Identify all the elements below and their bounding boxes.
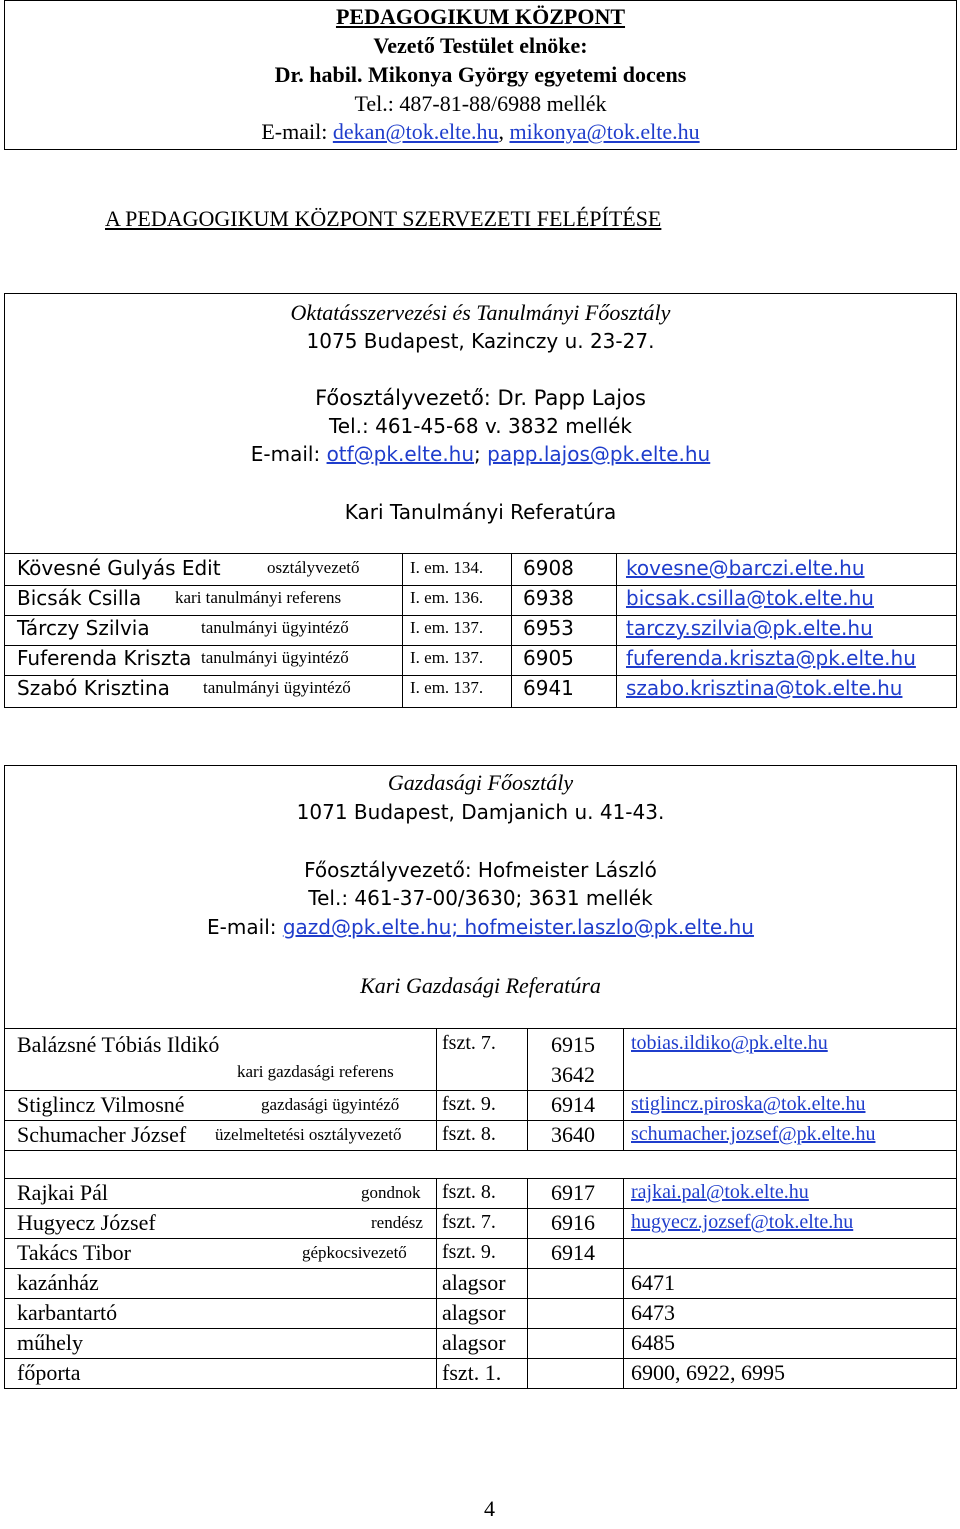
- gazd-row-phone: 6917: [551, 1180, 595, 1205]
- gazd-row-name: Takács Tibor: [17, 1240, 131, 1265]
- gazd-row-room: fszt. 8.: [442, 1181, 496, 1203]
- gazd-row-role: gazdasági ügyintéző: [261, 1095, 400, 1114]
- gazd-row-room: alagsor: [442, 1330, 506, 1355]
- gazd-row-phone: 6485: [631, 1330, 675, 1355]
- otf-row-role: tanulmányi ügyintéző: [203, 678, 351, 697]
- gazd-address: 1071 Budapest, Damjanich u. 41-43.: [296, 800, 665, 824]
- gazd-row-room: fszt. 7.: [442, 1032, 496, 1054]
- otf-row-room: I. em. 137.: [410, 618, 484, 637]
- otf-name: Oktatásszervezési és Tanulmányi Főosztály: [290, 300, 671, 325]
- table-row-divider: [5, 1268, 956, 1269]
- section-title: A PEDAGOGIKUM KÖZPONT SZERVEZETI FELÉPÍTÉSE: [105, 206, 662, 231]
- otf-row-role: tanulmányi ügyintéző: [201, 618, 349, 637]
- otf-row-room: I. em. 134.: [410, 558, 484, 577]
- otf-row-divider: [5, 615, 956, 616]
- table-row-divider: [5, 1178, 956, 1179]
- gazd-row-role: kari gazdasági referens: [237, 1062, 394, 1081]
- otf-row-phone: 6938: [523, 586, 574, 610]
- table-row-divider: [5, 1150, 956, 1151]
- gazd-row-room: alagsor: [442, 1270, 506, 1295]
- gazd-row-email[interactable]: schumacher.jozsef@pk.elte.hu: [631, 1123, 876, 1145]
- gazd-subtitle: Kari Gazdasági Referatúra: [360, 973, 601, 998]
- otf-email-link-2[interactable]: papp.lajos@pk.elte.hu: [487, 442, 711, 466]
- header-email-sep: ,: [498, 119, 504, 144]
- gazd-name: Gazdasági Főosztály: [387, 770, 574, 795]
- table-col-divider: [527, 1178, 528, 1388]
- otf-tel: Tel.: 461-45-68 v. 3832 mellék: [328, 414, 633, 438]
- otf-row-email[interactable]: bicsak.csilla@tok.elte.hu: [626, 586, 874, 610]
- gazd-row-role: gondnok: [361, 1183, 421, 1202]
- header-role: Vezető Testület elnöke:: [373, 33, 588, 58]
- table-col-divider: [436, 1028, 437, 1150]
- gazd-row-email[interactable]: hugyecz.jozsef@tok.elte.hu: [631, 1211, 854, 1233]
- gazd-row-email[interactable]: rajkai.pal@tok.elte.hu: [631, 1181, 809, 1203]
- otf-box: [4, 293, 957, 708]
- gazd-row-phone: 6473: [631, 1300, 675, 1325]
- org-title: PEDAGOGIKUM KÖZPONT: [335, 4, 626, 29]
- otf-row-room: I. em. 137.: [410, 678, 484, 697]
- otf-row-email[interactable]: kovesne@barczi.elte.hu: [626, 556, 865, 580]
- gazd-row-role: üzelmeltetési osztályvezető: [215, 1125, 402, 1144]
- header-email-link-2[interactable]: mikonya@tok.elte.hu: [509, 119, 700, 144]
- gazd-row-room: fszt. 1.: [442, 1360, 502, 1385]
- otf-row-divider: [5, 645, 956, 646]
- otf-row-phone: 6905: [523, 646, 574, 670]
- header-box: [4, 0, 957, 150]
- gazd-row-phone: 6916: [551, 1210, 595, 1235]
- otf-email-line: [5, 442, 956, 466]
- otf-row-phone: 6908: [523, 556, 574, 580]
- gazd-row-phone: 6915: [551, 1032, 595, 1057]
- gazd-row-room: fszt. 8.: [442, 1123, 496, 1145]
- otf-row-role: kari tanulmányi referens: [175, 588, 342, 607]
- otf-row-email[interactable]: szabo.krisztina@tok.elte.hu: [626, 676, 903, 700]
- gazd-row-room: fszt. 9.: [442, 1093, 496, 1115]
- otf-row-name: Bicsák Csilla: [17, 586, 142, 610]
- otf-email-sep: ;: [474, 442, 481, 466]
- gazd-email-link[interactable]: gazd@pk.elte.hu; hofmeister.laszlo@pk.elte.hu: [282, 915, 754, 939]
- gazd-email-label: E-mail:: [207, 915, 277, 939]
- gazd-row-phone: 6471: [631, 1270, 675, 1295]
- otf-row-role: osztályvezető: [267, 558, 360, 577]
- gazd-row-room: fszt. 9.: [442, 1241, 496, 1263]
- gazd-row-phone-2: 3642: [551, 1062, 595, 1087]
- otf-row-email[interactable]: tarczy.szilvia@pk.elte.hu: [626, 616, 873, 640]
- gazd-row-name: Balázsné Tóbiás Ildikó: [17, 1032, 220, 1057]
- otf-row-name: Tárczy Szilvia: [17, 616, 150, 640]
- otf-row-room: I. em. 137.: [410, 648, 484, 667]
- otf-row-room: I. em. 136.: [410, 588, 484, 607]
- gazd-head: Főosztályvezető: Hofmeister László: [304, 858, 657, 882]
- gazd-row-name: Hugyecz József: [17, 1210, 156, 1235]
- otf-email-label: E-mail:: [250, 442, 321, 466]
- gazd-box: [4, 765, 957, 1389]
- table-col-divider: [436, 1178, 437, 1388]
- gazd-row-name: főporta: [17, 1360, 81, 1385]
- otf-row-name: Fuferenda Kriszta: [17, 646, 192, 670]
- gazd-row-name: műhely: [17, 1330, 83, 1355]
- gazd-row-name: kazánház: [17, 1270, 99, 1295]
- page-number: 4: [484, 1496, 495, 1521]
- otf-row-phone: 6953: [523, 616, 574, 640]
- otf-row-divider: [5, 585, 956, 586]
- otf-row-role: tanulmányi ügyintéző: [201, 648, 349, 667]
- otf-email-link-1[interactable]: otf@pk.elte.hu: [326, 442, 475, 466]
- header-tel: Tel.: 487-81-88/6988 mellék: [354, 91, 607, 116]
- gazd-tel: Tel.: 461-37-00/3630; 3631 mellék: [308, 886, 653, 910]
- gazd-row-name: Rajkai Pál: [17, 1180, 109, 1205]
- header-email-line: [5, 119, 956, 145]
- gazd-divider: [5, 1028, 956, 1029]
- gazd-email-line: [5, 915, 956, 939]
- gazd-row-role: gépkocsivezető: [302, 1243, 407, 1262]
- gazd-row-phone: 3640: [551, 1122, 595, 1147]
- otf-divider: [5, 553, 956, 554]
- table-row-divider: [5, 1328, 956, 1329]
- otf-address: 1075 Budapest, Kazinczy u. 23-27.: [306, 329, 655, 353]
- table-row-divider: [5, 1208, 956, 1209]
- header-email-link-1[interactable]: dekan@tok.elte.hu: [332, 119, 499, 144]
- gazd-row-email[interactable]: stiglincz.piroska@tok.elte.hu: [631, 1093, 866, 1115]
- header-email-label: E-mail:: [261, 119, 328, 144]
- otf-row-divider: [5, 675, 956, 676]
- table-row-divider: [5, 1120, 956, 1121]
- table-row-divider: [5, 1298, 956, 1299]
- table-row-divider: [5, 1238, 956, 1239]
- otf-head: Főosztályvezető: Dr. Papp Lajos: [315, 386, 646, 410]
- otf-row-email[interactable]: fuferenda.kriszta@pk.elte.hu: [626, 646, 916, 670]
- gazd-row-role: rendész: [371, 1213, 423, 1232]
- gazd-row-name: Stiglincz Vilmosné: [17, 1092, 185, 1117]
- table-row-divider: [5, 1358, 956, 1359]
- otf-subtitle: Kari Tanulmányi Referatúra: [344, 500, 617, 524]
- table-row-divider: [5, 1090, 956, 1091]
- otf-row-name: Kövesné Gulyás Edit: [17, 556, 221, 580]
- table-col-divider: [527, 1028, 528, 1150]
- gazd-row-email[interactable]: tobias.ildiko@pk.elte.hu: [631, 1032, 828, 1054]
- otf-row-name: Szabó Krisztina: [17, 676, 170, 700]
- gazd-row-phone: 6914: [551, 1240, 595, 1265]
- gazd-row-room: alagsor: [442, 1300, 506, 1325]
- table-col-divider: [623, 1178, 624, 1388]
- gazd-row-name: karbantartó: [17, 1300, 118, 1325]
- table-col-divider: [623, 1028, 624, 1150]
- header-person: Dr. habil. Mikonya György egyetemi docens: [274, 62, 687, 87]
- gazd-row-room: fszt. 7.: [442, 1211, 496, 1233]
- otf-row-phone: 6941: [523, 676, 574, 700]
- gazd-row-phone: 6900, 6922, 6995: [631, 1360, 785, 1385]
- gazd-row-phone: 6914: [551, 1092, 595, 1117]
- gazd-row-name: Schumacher József: [17, 1122, 187, 1147]
